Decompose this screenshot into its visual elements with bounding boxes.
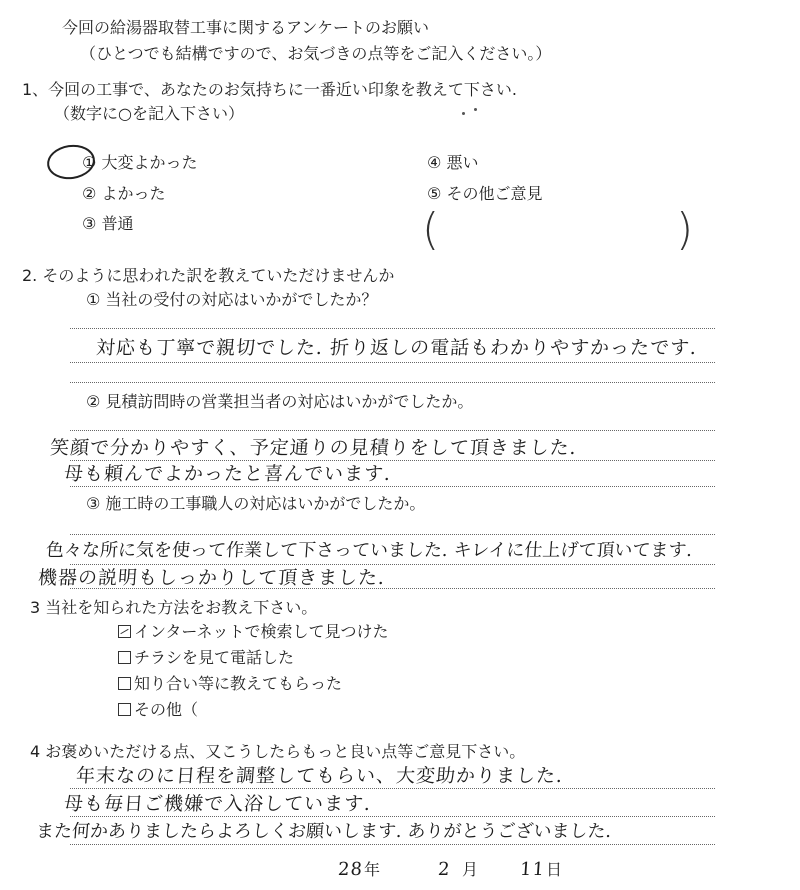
answer-rule <box>70 534 715 535</box>
q4-question: 4 お褒めいただける点、又こうしたらもっと良い点等ご意見下さい。 <box>30 742 526 761</box>
q3-option-flyer[interactable] <box>118 648 294 668</box>
answer-rule <box>70 564 715 565</box>
q2-sub1: ① 当社の受付の対応はいかがでしたか？ <box>86 290 378 309</box>
q4-answer-line3: また何かありましたらよろしくお願いします. ありがとうございました. <box>35 821 612 842</box>
q2-answer3-line1: 色々な所に気を使って作業して下さっていました. キレイに仕上げて頂いてます. <box>45 540 693 561</box>
q1-option-5-num: ⑤ <box>427 184 442 203</box>
q1-option-3-num: ③ <box>82 214 97 233</box>
q1-option-5-label: その他ご意見 <box>446 184 543 203</box>
q3-option-other[interactable] <box>118 700 198 720</box>
q1-instruction: （数字に○を記入下さい） <box>54 104 244 123</box>
q4-answer-line1: 年末なのに日程を調整してもらい、大変助かりました. <box>75 765 564 787</box>
q3-option-referral-label: 知り合い等に教えてもらった <box>134 674 343 693</box>
q3-option-internet-label: インターネットで検索して見つけた <box>134 622 389 641</box>
q1-option-4-num: ④ <box>427 153 442 172</box>
q2-sub3: ③ 施工時の工事職人の対応はいかがでしたか。 <box>86 494 426 513</box>
q2-question: 2. そのように思われた訳を教えていただけませんか <box>22 266 395 285</box>
answer-rule <box>70 844 715 845</box>
q1-option-1-num: ① <box>82 153 97 172</box>
date-month-unit: 月 <box>462 860 479 879</box>
q2-answer1: 対応も丁寧で親切でした. 折り返しの電話もわかりやすかったです. <box>95 337 698 359</box>
q1-option-2-num: ② <box>82 184 97 203</box>
q1-option-5[interactable] <box>427 184 542 204</box>
date-year-unit: 年 <box>364 860 381 879</box>
checkbox-icon[interactable] <box>118 703 131 716</box>
checkbox-icon[interactable] <box>118 651 131 664</box>
q1-option-4[interactable] <box>427 153 478 173</box>
q4-answer-line2: 母も毎日ご機嫌で入浴しています. <box>63 793 372 815</box>
answer-rule <box>70 788 715 789</box>
date-year-value: 28 <box>337 859 364 880</box>
date-day-unit: 日 <box>546 860 563 879</box>
date-day-value: 11 <box>519 859 546 880</box>
q1-option-3-label: 普通 <box>101 214 134 233</box>
q3-option-flyer-label: チラシを見て電話した <box>134 648 295 667</box>
q1-option-2[interactable] <box>82 184 165 204</box>
answer-rule <box>70 382 715 383</box>
answer-rule <box>70 486 715 487</box>
q1-option-1[interactable] <box>82 153 197 173</box>
answer-rule <box>70 328 715 329</box>
q1-option-1-label: 大変よかった <box>101 153 198 172</box>
answer-rule <box>70 430 715 431</box>
answer-rule <box>70 460 715 461</box>
q3-option-internet[interactable] <box>118 622 389 642</box>
survey-title: 今回の給湯器取替工事に関するアンケートのお願い <box>62 18 430 37</box>
answer-rule <box>70 816 715 817</box>
survey-subtitle: （ひとつでも結構ですので、お気づきの点等をご記入ください。） <box>80 44 552 63</box>
scan-speck <box>474 108 477 111</box>
q3-option-referral[interactable] <box>118 674 342 694</box>
answer-rule <box>70 362 715 363</box>
q1-option-2-label: よかった <box>101 184 166 203</box>
checkbox-checked-icon[interactable] <box>118 625 131 638</box>
q3-option-other-label: その他（ <box>134 700 199 719</box>
scan-speck <box>462 112 465 115</box>
q2-sub2: ② 見積訪問時の営業担当者の対応はいかがでしたか。 <box>86 392 474 411</box>
q2-answer2-line2: 母も頼んでよかったと喜んでいます. <box>63 463 392 485</box>
q3-question: 3 当社を知られた方法をお教え下さい。 <box>30 598 318 617</box>
answer-rule <box>70 588 715 589</box>
q2-answer3-line2: 機器の説明もしっかりして頂きました. <box>37 567 386 589</box>
q1-question: 1、今回の工事で、あなたのお気持ちに一番近い印象を教えて下さい. <box>22 80 517 99</box>
checkbox-icon[interactable] <box>118 677 131 690</box>
q1-option-4-label: 悪い <box>446 153 479 172</box>
q1-option-3[interactable] <box>82 214 133 234</box>
other-opinion-paren-open: ( <box>422 204 440 255</box>
q2-answer2-line1: 笑顔で分かりやすく、予定通りの見積りをして頂きました. <box>49 437 578 459</box>
date-month-value: 2 <box>437 859 452 880</box>
other-opinion-paren-close: ) <box>676 204 694 255</box>
